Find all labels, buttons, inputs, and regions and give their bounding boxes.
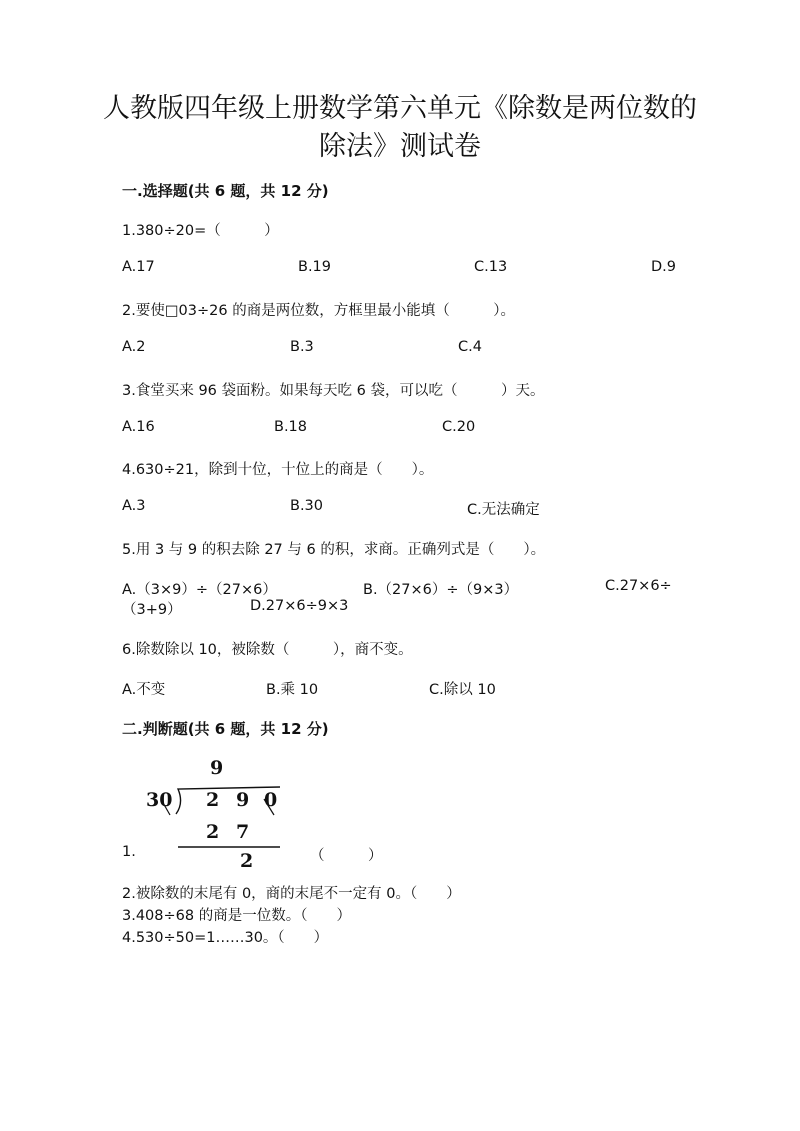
division-dividend-digit-1: 2 (206, 789, 220, 811)
q4-option-a: A.3 (122, 498, 146, 514)
question-6: 6.除数除以 10，被除数（ ），商不变。 (122, 642, 413, 658)
q1-option-d: D.9 (651, 259, 676, 275)
question-2: 2.要使□03÷26 的商是两位数，方框里最小能填（ ）。 (122, 303, 515, 319)
q1-option-c: C.13 (474, 259, 508, 275)
question-4: 4.630÷21，除到十位，十位上的商是（ ）。 (122, 462, 434, 478)
q5-option-d: D.27×6÷9×3 (250, 598, 349, 614)
division-dividend-digit-2: 9 (236, 789, 250, 811)
division-bracket (140, 755, 300, 875)
q3-option-a: A.16 (122, 419, 155, 435)
judgment-4: 4.530÷50=1……30。（ ） (122, 930, 329, 946)
q3-option-b: B.18 (274, 419, 308, 435)
q5-option-c: C.27×6÷ (605, 578, 672, 594)
q2-option-a: A.2 (122, 339, 146, 355)
q5-option-a: A.（3×9）÷（27×6） (122, 582, 277, 598)
judgment-2: 2.被除数的末尾有 0，商的末尾不一定有 0。（ ） (122, 886, 461, 902)
question-1: 1.380÷20=（ ） (122, 223, 279, 239)
judgment-1-answer-paren: （ ） (310, 848, 383, 864)
question-5: 5.用 3 与 9 的积去除 27 与 6 的积，求商。正确列式是（ ）。 (122, 542, 546, 558)
question-3: 3.食堂买来 96 袋面粉。如果每天吃 6 袋，可以吃（ ）天。 (122, 383, 545, 399)
q4-option-c: C.无法确定 (467, 502, 540, 518)
exam-title-line-1: 人教版四年级上册数学第六单元《除数是两位数的 (103, 93, 697, 124)
q6-option-a: A.不变 (122, 682, 166, 698)
q3-option-c: C.20 (442, 419, 476, 435)
exam-title-line-2: 除法》测试卷 (319, 131, 481, 162)
division-quotient: 9 (210, 757, 224, 779)
division-dividend-digit-3: 0 (264, 789, 278, 811)
q1-option-b: B.19 (298, 259, 332, 275)
q4-option-b: B.30 (290, 498, 324, 514)
judgment-1-number: 1. (122, 844, 136, 860)
division-product-digit-2: 7 (236, 821, 250, 843)
section-heading-judgment: 二.判断题(共 6 题，共 12 分) (122, 720, 329, 738)
division-remainder: 2 (240, 850, 254, 872)
division-product-digit-1: 2 (206, 821, 220, 843)
q1-option-a: A.17 (122, 259, 155, 275)
q6-option-b: B.乘 10 (266, 682, 319, 698)
q6-option-c: C.除以 10 (429, 682, 496, 698)
division-divisor: 30 (146, 789, 173, 811)
long-division-figure (140, 755, 300, 875)
section-heading-choice: 一.选择题(共 6 题，共 12 分) (122, 182, 329, 200)
q2-option-c: C.4 (458, 339, 482, 355)
q5-option-c-continued: （3+9） (122, 602, 182, 618)
q2-option-b: B.3 (290, 339, 314, 355)
q5-option-b: B.（27×6）÷（9×3） (363, 582, 519, 598)
judgment-3: 3.408÷68 的商是一位数。（ ） (122, 908, 351, 924)
